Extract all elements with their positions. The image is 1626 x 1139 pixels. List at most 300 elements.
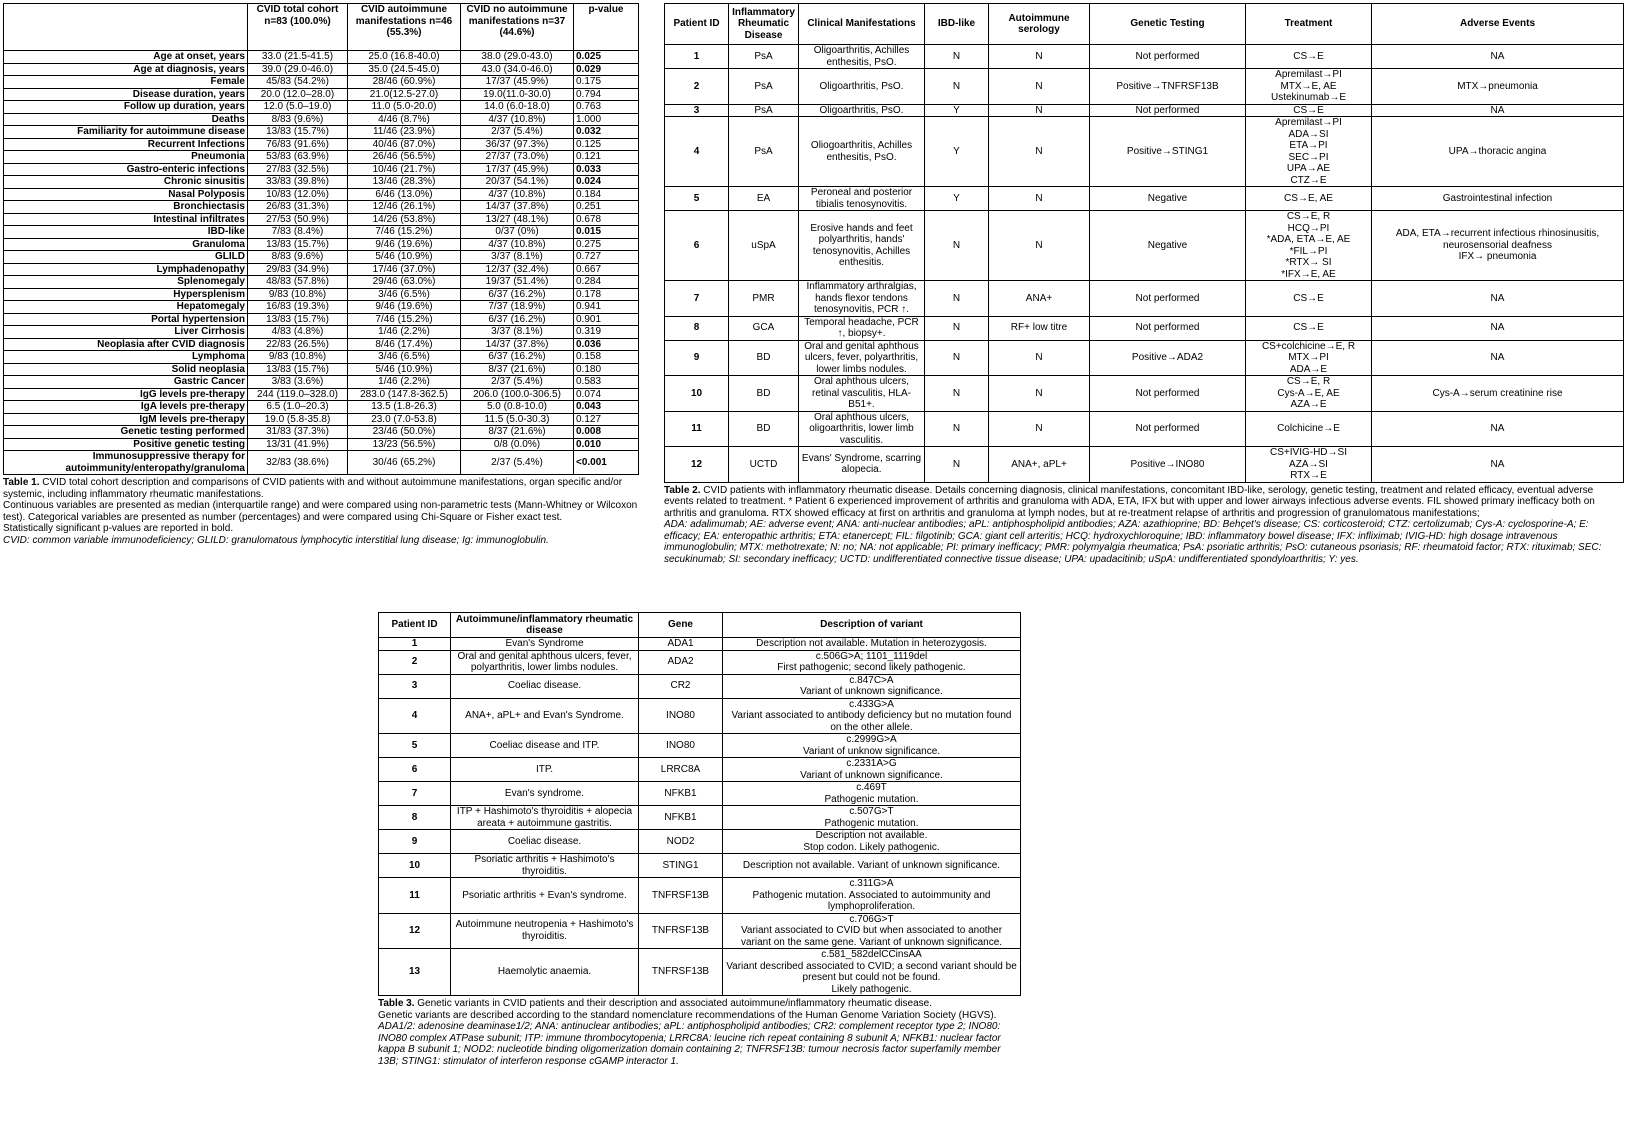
table3-caption-abbr: ADA1/2: adenosine deaminase1/2; ANA: antinuclear antibodies; aPL: antiphospholipid antibodies; CR2: complement receptor type 2; INO80: INO80 complex ATPase subunit; ITP: immune thrombocytopenia; LRRC8A: leucine rich repeat containing 8 subunit A; NFKB1: nuclear factor kappa B subunit 1; NOD2: nucleotide binding oligomerization domain containing 2; TNFRSF13B: tumour necrosis factor superfamily member 13B; STING1: stimulator of interferon response cGAMP interactor 1.: [378, 1021, 1001, 1067]
p-value: 0.941: [574, 301, 639, 314]
row-label: Nasal Polyposis: [4, 188, 248, 201]
treatment: CS→E: [1246, 104, 1372, 117]
adverse-events: NA: [1372, 411, 1624, 447]
value-total: 22/83 (26.5%): [248, 338, 348, 351]
treatment: CS+IVIG-HD→SI AZA→SI RTX→E: [1246, 447, 1372, 483]
genetic-testing: Not performed: [1090, 316, 1246, 340]
p-value: 0.175: [574, 76, 639, 89]
value-total: 3/83 (3.6%): [248, 376, 348, 389]
variant-description: c.506G>A; 1101_1119del First pathogenic; second likely pathogenic.: [723, 650, 1021, 674]
table-row: [4, 163, 639, 176]
treatment: Apremilast→PI ADA→SI ETA→PI SEC→PI UPA→AE CTZ→E: [1246, 117, 1372, 187]
value-total: 10/83 (12.0%): [248, 188, 348, 201]
gene: INO80: [639, 698, 723, 734]
table3-caption: [378, 998, 1020, 1067]
disease: PsA: [729, 45, 799, 69]
value-autoimmune: 1/46 (2.2%): [348, 376, 461, 389]
table-row: [4, 326, 639, 339]
p-value: 0.763: [574, 101, 639, 114]
disease: Autoimmune neutropenia + Hashimoto's thyroiditis.: [451, 913, 639, 949]
table1-caption-line3: Statistically significant p-values are reported in bold.: [3, 523, 234, 534]
row-label: Gastric Cancer: [4, 376, 248, 389]
table-row: [4, 76, 639, 89]
variant-description: c.507G>T Pathogenic mutation.: [723, 806, 1021, 830]
disease: BD: [729, 376, 799, 412]
value-total: 244 (119.0–328.0): [248, 388, 348, 401]
disease: Psoriatic arthritis + Evan's syndrome.: [451, 878, 639, 914]
table2-header-treatment: Treatment: [1246, 4, 1372, 45]
variant-description: c.706G>T Variant associated to CVID but when associated to another variant on the same gene. Variant of unknown significance.: [723, 913, 1021, 949]
table2-caption-text: CVID patients with inflammatory rheumatic disease. Details concerning diagnosis, clinical manifestations, concomitant IBD-like, serology, genetic testing, treatment and related efficacy, eventual adverse events related to treatment. * Patient 6 experienced improvement of arthritis and granuloma with ADA, ETA, IFX but with upper and lower airways infectious adverse events. FIL showed primary inefficacy both on arthritis and granuloma. RTX showed efficacy at first on arthritis and granuloma at lymph nodes, but at re-treatment relapse of arthritis and progression of granulomatous manifestations;: [664, 484, 1595, 519]
row-label: Splenomegaly: [4, 276, 248, 289]
value-no-autoimmune: 14.0 (6.0-18.0): [461, 101, 574, 114]
clinical-manifestations: Peroneal and posterior tibialis tenosynovitis.: [799, 187, 925, 211]
row-label: Deaths: [4, 113, 248, 126]
patient-id: 13: [379, 949, 451, 996]
value-total: 53/83 (63.9%): [248, 151, 348, 164]
p-value: 0.180: [574, 363, 639, 376]
adverse-events: NA: [1372, 316, 1624, 340]
patient-id: 7: [379, 782, 451, 806]
table-row: [665, 211, 1624, 281]
value-no-autoimmune: 14/37 (37.8%): [461, 338, 574, 351]
gene: INO80: [639, 734, 723, 758]
table3-caption-line2: Genetic variants are described according to the standard nomenclature recommendations of the Human Genome Variation Society (HGVS).: [378, 1009, 997, 1021]
value-no-autoimmune: 6/37 (16.2%): [461, 288, 574, 301]
patient-id: 10: [665, 376, 729, 412]
value-total: 8/83 (9.6%): [248, 113, 348, 126]
table-row: [665, 117, 1624, 187]
row-label: IBD-like: [4, 226, 248, 239]
table-row: [4, 126, 639, 139]
value-no-autoimmune: 17/37 (45.9%): [461, 163, 574, 176]
genetic-testing: Not performed: [1090, 411, 1246, 447]
value-total: 16/83 (19.3%): [248, 301, 348, 314]
p-value: 0.667: [574, 263, 639, 276]
variant-description: c.2999G>A Variant of unknow significance.: [723, 734, 1021, 758]
table-row: [4, 226, 639, 239]
value-total: 13/83 (15.7%): [248, 238, 348, 251]
adverse-events: UPA→thoracic angina: [1372, 117, 1624, 187]
row-label: Age at onset, years: [4, 51, 248, 64]
value-no-autoimmune: 7/37 (18.9%): [461, 301, 574, 314]
value-autoimmune: 13/23 (56.5%): [348, 438, 461, 451]
variant-description: c.847C>A Variant of unknown significance.: [723, 674, 1021, 698]
treatment: CS→E, R Cys-A→E, AE AZA→E: [1246, 376, 1372, 412]
value-total: 12.0 (5.0–19.0): [248, 101, 348, 114]
table1-header-ai: CVID autoimmune manifestations n=46 (55.3%): [348, 4, 461, 51]
table1-header-total: CVID total cohort n=83 (100.0%): [248, 4, 348, 51]
table-row: [4, 301, 639, 314]
table-row: [4, 351, 639, 364]
table1-caption-label: Table 1.: [3, 477, 40, 488]
p-value: 0.029: [574, 63, 639, 76]
p-value: 0.901: [574, 313, 639, 326]
patient-id: 5: [665, 187, 729, 211]
table-row: [379, 782, 1021, 806]
clinical-manifestations: Evans' Syndrome, scarring alopecia.: [799, 447, 925, 483]
treatment: CS→E, AE: [1246, 187, 1372, 211]
value-total: 29/83 (34.9%): [248, 263, 348, 276]
value-total: 76/83 (91.6%): [248, 138, 348, 151]
table-row: [665, 376, 1624, 412]
gene: ADA2: [639, 650, 723, 674]
value-autoimmune: 9/46 (19.6%): [348, 238, 461, 251]
table-row: [665, 69, 1624, 105]
ibd-like: N: [925, 281, 989, 317]
patient-id: 12: [665, 447, 729, 483]
value-total: 19.0 (5.8-35.8): [248, 413, 348, 426]
patient-id: 6: [379, 758, 451, 782]
ibd-like: N: [925, 69, 989, 105]
patient-id: 6: [665, 211, 729, 281]
value-no-autoimmune: 2/37 (5.4%): [461, 126, 574, 139]
disease: Coeliac disease and ITP.: [451, 734, 639, 758]
value-total: 27/83 (32.5%): [248, 163, 348, 176]
table-row: [379, 734, 1021, 758]
adverse-events: NA: [1372, 281, 1624, 317]
value-no-autoimmune: 206.0 (100.0-306.5): [461, 388, 574, 401]
autoimmune-serology: RF+ low titre: [989, 316, 1090, 340]
table2-header-adverse: Adverse Events: [1372, 4, 1624, 45]
clinical-manifestations: Oligoarthritis, PsO.: [799, 104, 925, 117]
autoimmune-serology: N: [989, 104, 1090, 117]
row-label: Bronchiectasis: [4, 201, 248, 214]
row-label: Disease duration, years: [4, 88, 248, 101]
p-value: 0.025: [574, 51, 639, 64]
patient-id: 3: [379, 674, 451, 698]
table1-header-row: [4, 4, 639, 51]
disease: PsA: [729, 117, 799, 187]
table-row: [665, 411, 1624, 447]
genetic-testing: Positive→INO80: [1090, 447, 1246, 483]
value-autoimmune: 10/46 (21.7%): [348, 163, 461, 176]
value-total: 13/83 (15.7%): [248, 126, 348, 139]
patient-id: 9: [379, 830, 451, 854]
disease: Oral and genital aphthous ulcers, fever, polyarthritis, lower limbs nodules.: [451, 650, 639, 674]
table3-header-disease: Autoimmune/inflammatory rheumatic disease: [451, 613, 639, 638]
ibd-like: Y: [925, 187, 989, 211]
table-row: [4, 88, 639, 101]
treatment: CS+colchicine→E, R MTX→PI ADA→E: [1246, 340, 1372, 376]
value-no-autoimmune: 43.0 (34.0-46.0): [461, 63, 574, 76]
ibd-like: Y: [925, 104, 989, 117]
value-autoimmune: 13.5 (1.8-26.3): [348, 401, 461, 414]
row-label: Lymphadenopathy: [4, 263, 248, 276]
table-row: [379, 758, 1021, 782]
value-no-autoimmune: 2/37 (5.4%): [461, 376, 574, 389]
row-label: Familiarity for autoimmune disease: [4, 126, 248, 139]
value-autoimmune: 1/46 (2.2%): [348, 326, 461, 339]
patient-id: 8: [379, 806, 451, 830]
clinical-manifestations: Inflammatory arthralgias, hands flexor tendons tenosynovitis, PCR ↑.: [799, 281, 925, 317]
adverse-events: NA: [1372, 340, 1624, 376]
table-row: [4, 401, 639, 414]
autoimmune-serology: N: [989, 187, 1090, 211]
row-label: Hepatomegaly: [4, 301, 248, 314]
p-value: 0.127: [574, 413, 639, 426]
row-label: Neoplasia after CVID diagnosis: [4, 338, 248, 351]
value-autoimmune: 6/46 (13.0%): [348, 188, 461, 201]
table2-header-clinical: Clinical Manifestations: [799, 4, 925, 45]
table1-caption-line2: Continuous variables are presented as median (interquartile range) and were compared using non-parametric tests (Mann-Whitney or Wilcoxon test). Categorical variables are presented as number (percentages) and were compared using Chi-Square or Fisher exact test.: [3, 500, 638, 523]
disease: ITP.: [451, 758, 639, 782]
row-label: Gastro-enteric infections: [4, 163, 248, 176]
table3-header-id: Patient ID: [379, 613, 451, 638]
value-total: 13/83 (15.7%): [248, 313, 348, 326]
table-row: [4, 101, 639, 114]
value-autoimmune: 4/46 (8.7%): [348, 113, 461, 126]
disease: Evan's Syndrome: [451, 638, 639, 651]
variant-description: Description not available. Mutation in heterozygosis.: [723, 638, 1021, 651]
value-no-autoimmune: 20/37 (54.1%): [461, 176, 574, 189]
value-total: 13/83 (15.7%): [248, 363, 348, 376]
patient-id: 3: [665, 104, 729, 117]
value-no-autoimmune: 14/37 (37.8%): [461, 201, 574, 214]
disease: EA: [729, 187, 799, 211]
p-value: 0.008: [574, 426, 639, 439]
table-row: [379, 806, 1021, 830]
table-row: [4, 363, 639, 376]
variant-description: c.581_582delCCinsAA Variant described associated to CVID; a second variant should be present but could not be found. Likely pathogenic.: [723, 949, 1021, 996]
row-label: Chronic sinusitis: [4, 176, 248, 189]
value-autoimmune: 11/46 (23.9%): [348, 126, 461, 139]
table2: [664, 3, 1624, 483]
autoimmune-serology: N: [989, 376, 1090, 412]
treatment: CS→E: [1246, 281, 1372, 317]
value-no-autoimmune: 6/37 (16.2%): [461, 313, 574, 326]
table-row: [4, 313, 639, 326]
value-total: 9/83 (10.8%): [248, 288, 348, 301]
table-row: [379, 674, 1021, 698]
value-total: 4/83 (4.8%): [248, 326, 348, 339]
clinical-manifestations: Oliogoarthritis, Achilles enthesitis, PsO.: [799, 117, 925, 187]
gene: NOD2: [639, 830, 723, 854]
table-row: [379, 878, 1021, 914]
value-autoimmune: 3/46 (6.5%): [348, 288, 461, 301]
clinical-manifestations: Oligoarthritis, PsO.: [799, 69, 925, 105]
row-label: Portal hypertension: [4, 313, 248, 326]
genetic-testing: Positive→ADA2: [1090, 340, 1246, 376]
clinical-manifestations: Temporal headache, PCR ↑, biopsy+.: [799, 316, 925, 340]
disease: Coeliac disease.: [451, 830, 639, 854]
patient-id: 4: [665, 117, 729, 187]
table2-section: [664, 3, 1623, 565]
value-no-autoimmune: 12/37 (32.4%): [461, 263, 574, 276]
value-no-autoimmune: 5.0 (0.8-10.0): [461, 401, 574, 414]
autoimmune-serology: N: [989, 411, 1090, 447]
table-row: [4, 151, 639, 164]
table-row: [4, 238, 639, 251]
table-row: [4, 176, 639, 189]
value-autoimmune: 30/46 (65.2%): [348, 451, 461, 475]
table-row: [4, 201, 639, 214]
table-row: [4, 288, 639, 301]
p-value: 0.794: [574, 88, 639, 101]
row-label: Solid neoplasia: [4, 363, 248, 376]
disease: PsA: [729, 104, 799, 117]
clinical-manifestations: Oral aphthous ulcers, oligoarthritis, lower limb vasculitis.: [799, 411, 925, 447]
value-autoimmune: 40/46 (87.0%): [348, 138, 461, 151]
treatment: Colchicine→E: [1246, 411, 1372, 447]
table3-section: [378, 612, 1020, 1067]
adverse-events: Cys-A→serum creatinine rise: [1372, 376, 1624, 412]
table-row: [665, 316, 1624, 340]
row-label: Follow up duration, years: [4, 101, 248, 114]
disease: GCA: [729, 316, 799, 340]
value-autoimmune: 14/26 (53.8%): [348, 213, 461, 226]
table-row: [4, 251, 639, 264]
variant-description: c.433G>A Variant associated to antibody deficiency but no mutation found on the other allele.: [723, 698, 1021, 734]
table-row: [379, 913, 1021, 949]
patient-id: 12: [379, 913, 451, 949]
row-label: Positive genetic testing: [4, 438, 248, 451]
disease: Haemolytic anaemia.: [451, 949, 639, 996]
table1-header-noai: CVID no autoimmune manifestations n=37 (44.6%): [461, 4, 574, 51]
value-no-autoimmune: 3/37 (8.1%): [461, 326, 574, 339]
value-total: 45/83 (54.2%): [248, 76, 348, 89]
value-autoimmune: 13/46 (28.3%): [348, 176, 461, 189]
autoimmune-serology: N: [989, 117, 1090, 187]
row-label: Pneumonia: [4, 151, 248, 164]
adverse-events: NA: [1372, 45, 1624, 69]
table2-header-genetic: Genetic Testing: [1090, 4, 1246, 45]
adverse-events: MTX→pneumonia: [1372, 69, 1624, 105]
value-no-autoimmune: 36/37 (97.3%): [461, 138, 574, 151]
table-row: [665, 340, 1624, 376]
disease: Evan's syndrome.: [451, 782, 639, 806]
table2-header-disease: Inflammatory Rheumatic Disease: [729, 4, 799, 45]
table2-body: [665, 45, 1624, 483]
p-value: 0.178: [574, 288, 639, 301]
table-row: [379, 638, 1021, 651]
row-label: IgG levels pre-therapy: [4, 388, 248, 401]
row-label: IgA levels pre-therapy: [4, 401, 248, 414]
value-total: 32/83 (38.6%): [248, 451, 348, 475]
p-value: 0.251: [574, 201, 639, 214]
p-value: 0.275: [574, 238, 639, 251]
patient-id: 9: [665, 340, 729, 376]
genetic-testing: Positive→STING1: [1090, 117, 1246, 187]
table-row: [4, 113, 639, 126]
table3-caption-text: Genetic variants in CVID patients and their description and associated autoimmune/inflammatory rheumatic disease.: [414, 998, 932, 1009]
patient-id: 2: [665, 69, 729, 105]
row-label: Granuloma: [4, 238, 248, 251]
disease: ANA+, aPL+ and Evan's Syndrome.: [451, 698, 639, 734]
treatment: Apremilast→PI MTX→E, AE Ustekinumab→E: [1246, 69, 1372, 105]
p-value: 1.000: [574, 113, 639, 126]
genetic-testing: Not performed: [1090, 45, 1246, 69]
genetic-testing: Not performed: [1090, 104, 1246, 117]
patient-id: 10: [379, 854, 451, 878]
table-row: [379, 650, 1021, 674]
disease: ITP + Hashimoto's thyroiditis + alopecia areata + autoimmune gastritis.: [451, 806, 639, 830]
table2-caption-label: Table 2.: [664, 484, 701, 496]
ibd-like: N: [925, 45, 989, 69]
value-no-autoimmune: 4/37 (10.8%): [461, 188, 574, 201]
value-total: 9/83 (10.8%): [248, 351, 348, 364]
value-autoimmune: 21.0(12.5-27.0): [348, 88, 461, 101]
p-value: 0.158: [574, 351, 639, 364]
table1-header-blank: [4, 4, 248, 51]
patient-id: 5: [379, 734, 451, 758]
gene: STING1: [639, 854, 723, 878]
row-label: Recurrent Infections: [4, 138, 248, 151]
patient-id: 2: [379, 650, 451, 674]
value-autoimmune: 17/46 (37.0%): [348, 263, 461, 276]
clinical-manifestations: Oral and genital aphthous ulcers, fever, polyarthritis, lower limbs nodules.: [799, 340, 925, 376]
disease: Psoriatic arthritis + Hashimoto's thyroiditis.: [451, 854, 639, 878]
ibd-like: N: [925, 211, 989, 281]
value-no-autoimmune: 6/37 (16.2%): [461, 351, 574, 364]
ibd-like: N: [925, 411, 989, 447]
patient-id: 1: [665, 45, 729, 69]
value-total: 39.0 (29.0-46.0): [248, 63, 348, 76]
table-row: [4, 426, 639, 439]
disease: uSpA: [729, 211, 799, 281]
adverse-events: NA: [1372, 104, 1624, 117]
value-no-autoimmune: 8/37 (21.6%): [461, 426, 574, 439]
table-row: [379, 949, 1021, 996]
table2-header-row: [665, 4, 1624, 45]
row-label: Intestinal infiltrates: [4, 213, 248, 226]
value-autoimmune: 28/46 (60.9%): [348, 76, 461, 89]
table-row: [4, 438, 639, 451]
value-total: 6.5 (1.0–20.3): [248, 401, 348, 414]
value-no-autoimmune: 4/37 (10.8%): [461, 238, 574, 251]
table2-header-serology: Autoimmune serology: [989, 4, 1090, 45]
disease: PsA: [729, 69, 799, 105]
disease: Coeliac disease.: [451, 674, 639, 698]
value-no-autoimmune: 19/37 (51.4%): [461, 276, 574, 289]
disease: BD: [729, 340, 799, 376]
value-autoimmune: 12/46 (26.1%): [348, 201, 461, 214]
value-autoimmune: 11.0 (5.0-20.0): [348, 101, 461, 114]
table-row: [4, 413, 639, 426]
table-row: [4, 338, 639, 351]
value-no-autoimmune: 8/37 (21.6%): [461, 363, 574, 376]
patient-id: 8: [665, 316, 729, 340]
table-row: [4, 188, 639, 201]
table2-caption-abbr: ADA: adalimumab; AE: adverse event; ANA: anti-nuclear antibodies; aPL: antiphospholipid antibodies; AZA: azathioprine; BD: Behçet's disease; CS: corticosteroid; CTZ: certolizumab; Cys-A: cyclosporine-A; E: efficacy; EA: enteropathic arthritis; ETA: etanercept; FIL: filgotinib; GCA: giant cell arteritis; HCQ: hydroxychloroquine; IBD: inflammatory bowel disease; IFX: infliximab; IVIG-HD: high dosage intravenous immunoglobulin; MTX: methotrexate; N: no; NA: not applicable; PI: primary inefficacy; PMR: polymyalgia rheumatica; PsA: psoriatic arthritis; PsO: cutaneous psoriasis; RF: rheumatoid factor; RTX: rituximab; SEC: secukinumab; SI: secondary inefficacy; UCTD: undifferentiated connective tissue disease; UPA: upadacitinib; uSpA: undifferentiated spondyloarthritis; Y: yes.: [664, 519, 1602, 565]
value-autoimmune: 283.0 (147.8-362.5): [348, 388, 461, 401]
genetic-testing: Not performed: [1090, 376, 1246, 412]
value-autoimmune: 5/46 (10.9%): [348, 251, 461, 264]
value-autoimmune: 23/46 (50.0%): [348, 426, 461, 439]
table-row: [4, 276, 639, 289]
value-autoimmune: 23.0 (7.0-53.8): [348, 413, 461, 426]
autoimmune-serology: ANA+, aPL+: [989, 447, 1090, 483]
table-row: [4, 63, 639, 76]
value-autoimmune: 25.0 (16.8-40.0): [348, 51, 461, 64]
value-autoimmune: 7/46 (15.2%): [348, 226, 461, 239]
patient-id: 7: [665, 281, 729, 317]
table-row: [4, 213, 639, 226]
value-total: 7/83 (8.4%): [248, 226, 348, 239]
adverse-events: NA: [1372, 447, 1624, 483]
table1-body: [4, 51, 639, 475]
p-value: 0.074: [574, 388, 639, 401]
table3-body: [379, 638, 1021, 996]
p-value: 0.184: [574, 188, 639, 201]
variant-description: c.2331A>G Variant of unknown significance.: [723, 758, 1021, 782]
ibd-like: N: [925, 340, 989, 376]
gene: LRRC8A: [639, 758, 723, 782]
disease: PMR: [729, 281, 799, 317]
disease: BD: [729, 411, 799, 447]
value-no-autoimmune: 19.0(11.0-30.0): [461, 88, 574, 101]
table3-header-gene: Gene: [639, 613, 723, 638]
